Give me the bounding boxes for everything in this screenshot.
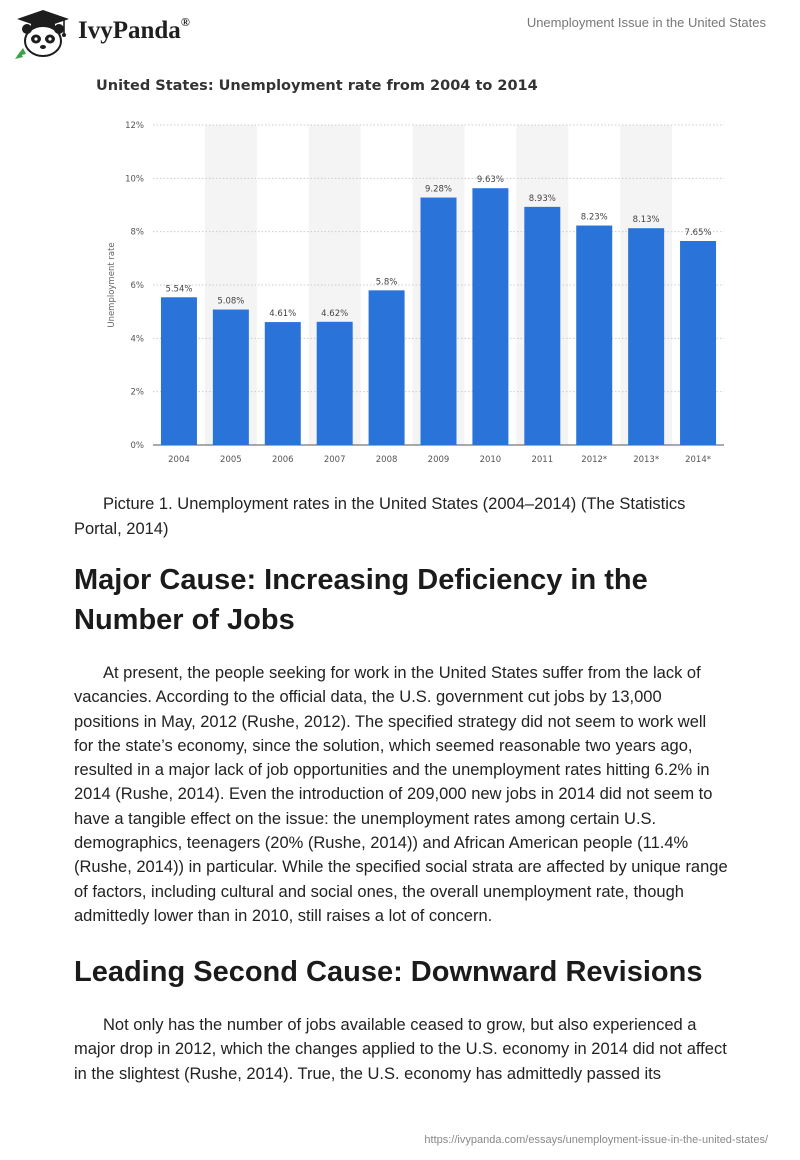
data-label: 8.13% (632, 215, 660, 226)
x-tick-label: 2006 (271, 455, 294, 465)
x-tick-label: 2004 (168, 455, 190, 465)
bar (421, 198, 457, 445)
data-label: 9.63% (476, 175, 504, 186)
data-label: 4.62% (321, 308, 349, 319)
y-tick-label: 8% (130, 227, 144, 238)
bar (213, 310, 249, 445)
section-paragraph-major-cause: At present, the people seeking for work in the United States suffer from the lack of vacancies. According to the official data, the U.S. government cut jobs by 13,000 positions in May, 2012 (Rushe, 2012). The specified strategy did not seem to work well for the state’s economy, since the solution, which seemed reasonable two years ago, resulted in a major lack of job opportunities and the unemployment rates hitting 6.2% in 2014 (Rushe, 2014). Even the introduction of 209,000 new jobs in 2014 did not seem to have a tangible effect on the issue: the unemployment rates among certain U.S. demographics, teenagers (20% (Rushe, 2014)) and African American people (11.4% (Rushe, 2014)) in particular. While the specified social strata are affected by unique range of factors, including cultural and social ones, the overall unemployment rate, though admittedly lower than in 2010, still raises a lot of concern. (74, 664, 728, 925)
unemployment-bar-chart (100, 115, 730, 475)
page-header (0, 0, 800, 70)
y-tick-label: 12% (125, 121, 144, 131)
x-tick-label: 2005 (220, 455, 242, 465)
data-label: 7.65% (684, 228, 712, 238)
x-tick-label: 2009 (427, 455, 450, 465)
data-label: 5.08% (217, 296, 245, 307)
data-label: 5.54% (165, 284, 193, 295)
bar (369, 290, 405, 445)
x-tick-label: 2008 (375, 455, 398, 465)
figure-caption: Picture 1. Unemployment rates in the United States (2004–2014) (The Statistics Portal, 2014) (74, 495, 686, 538)
panda-logo-icon[interactable] (14, 8, 72, 60)
x-tick-label: 2012* (581, 455, 608, 465)
y-axis-label: Unemployment rate (107, 242, 117, 328)
bar (265, 322, 301, 445)
section-paragraph-second-cause: Not only has the number of jobs available ceased to grow, but also experienced a major drop in 2012, which the changes applied to the U.S. economy in 2014 did not affect in the slightest (Rushe, 2014). True, the U.S. economy has admittedly passed its (74, 1016, 727, 1083)
bar (472, 188, 508, 445)
bar (628, 228, 664, 445)
bar (576, 226, 612, 445)
brand-name[interactable]: IvyPanda® (78, 15, 190, 44)
document-title: Unemployment Issue in the United States (526, 15, 766, 30)
data-label: 4.61% (269, 309, 297, 320)
section-heading-second-cause: Leading Second Cause: Downward Revisions (74, 956, 703, 988)
bar (680, 241, 716, 445)
data-label: 8.93% (528, 193, 556, 204)
bar (524, 207, 560, 445)
x-tick-label: 2013* (633, 455, 660, 465)
y-tick-label: 2% (130, 387, 144, 398)
data-label: 5.8% (375, 277, 398, 288)
bar (161, 297, 197, 445)
x-tick-label: 2011 (531, 455, 554, 465)
y-tick-label: 6% (130, 281, 144, 291)
data-label: 9.28% (424, 184, 453, 195)
data-label: 8.23% (580, 212, 608, 223)
section-heading-major-cause: Major Cause: Increasing Deficiency in the Number of Jobs (74, 564, 648, 636)
x-tick-label: 2010 (479, 455, 502, 465)
x-tick-label: 2014* (685, 455, 711, 465)
y-tick-label: 0% (130, 441, 144, 451)
footer-url[interactable]: https://ivypanda.com/essays/unemployment-issue-in-the-united-states/ (424, 1134, 768, 1146)
x-tick-label: 2007 (323, 455, 346, 465)
chart-title: United States: Unemployment rate from 2004 to 2014 (96, 78, 538, 94)
y-tick-label: 4% (130, 334, 144, 345)
y-tick-label: 10% (125, 174, 144, 185)
bar (317, 322, 353, 445)
